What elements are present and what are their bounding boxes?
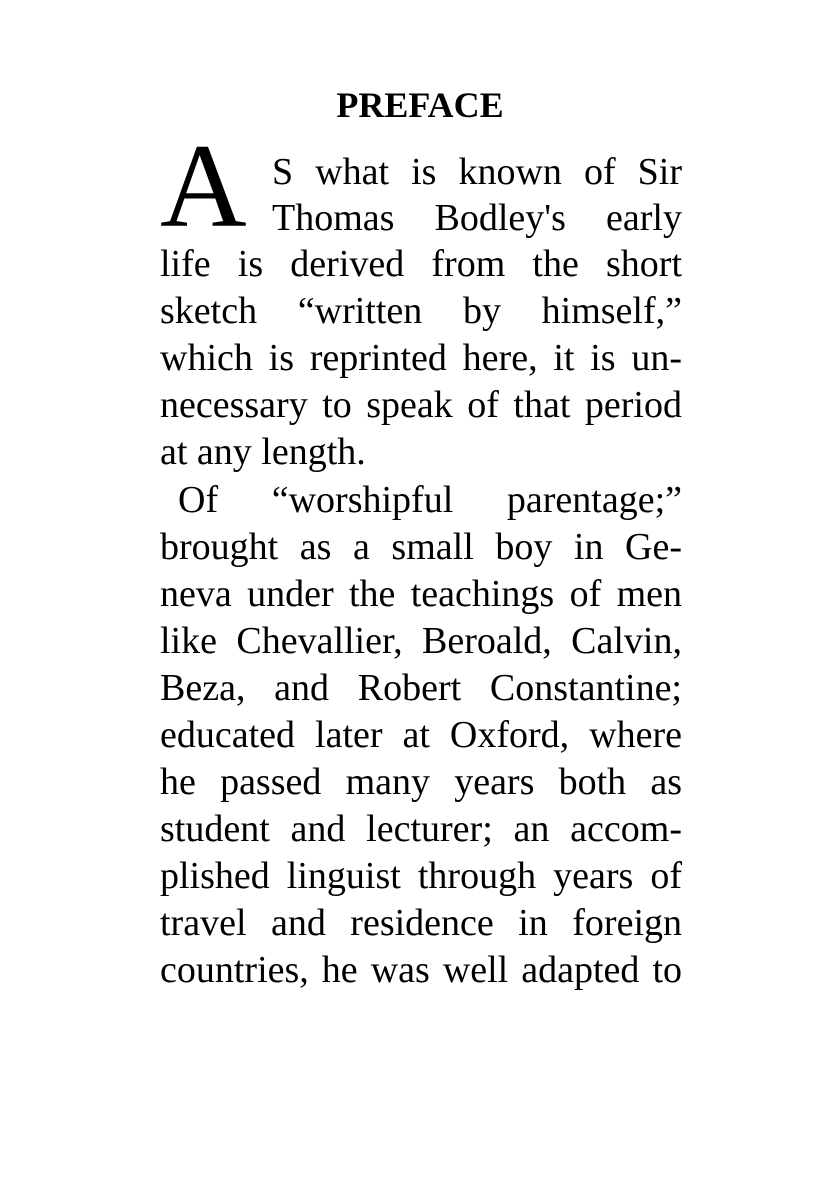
text-line: sketch “written by himself,” <box>160 290 682 332</box>
text-line: plished linguist through years of <box>160 855 682 897</box>
text-line: neva under the teachings of men <box>160 573 682 615</box>
drop-cap: A <box>160 119 247 252</box>
text-line: life is derived from the short <box>160 243 682 285</box>
text-line: Beza, and Robert Constantine; <box>160 667 682 709</box>
text-line: educated later at Oxford, where <box>160 714 682 756</box>
text-line: Of “worshipful parentage;” <box>178 479 682 521</box>
text-line: he passed many years both as <box>160 761 682 803</box>
text-line: travel and residence in foreign <box>160 902 682 944</box>
text-line: brought as a small boy in Ge- <box>160 526 682 568</box>
text-line: Thomas Bodley's early <box>272 197 682 239</box>
text-line: like Chevallier, Beroald, Calvin, <box>160 620 682 662</box>
text-line: necessary to speak of that period <box>160 384 682 426</box>
text-line: S what is known of Sir <box>272 151 682 193</box>
text-line: at any length. <box>160 431 366 473</box>
text-line: countries, he was well adapted to <box>160 949 682 991</box>
text-line: student and lecturer; an accom- <box>160 808 682 850</box>
text-line: which is reprinted here, it is un- <box>160 337 682 379</box>
page-heading: PREFACE <box>336 85 504 125</box>
